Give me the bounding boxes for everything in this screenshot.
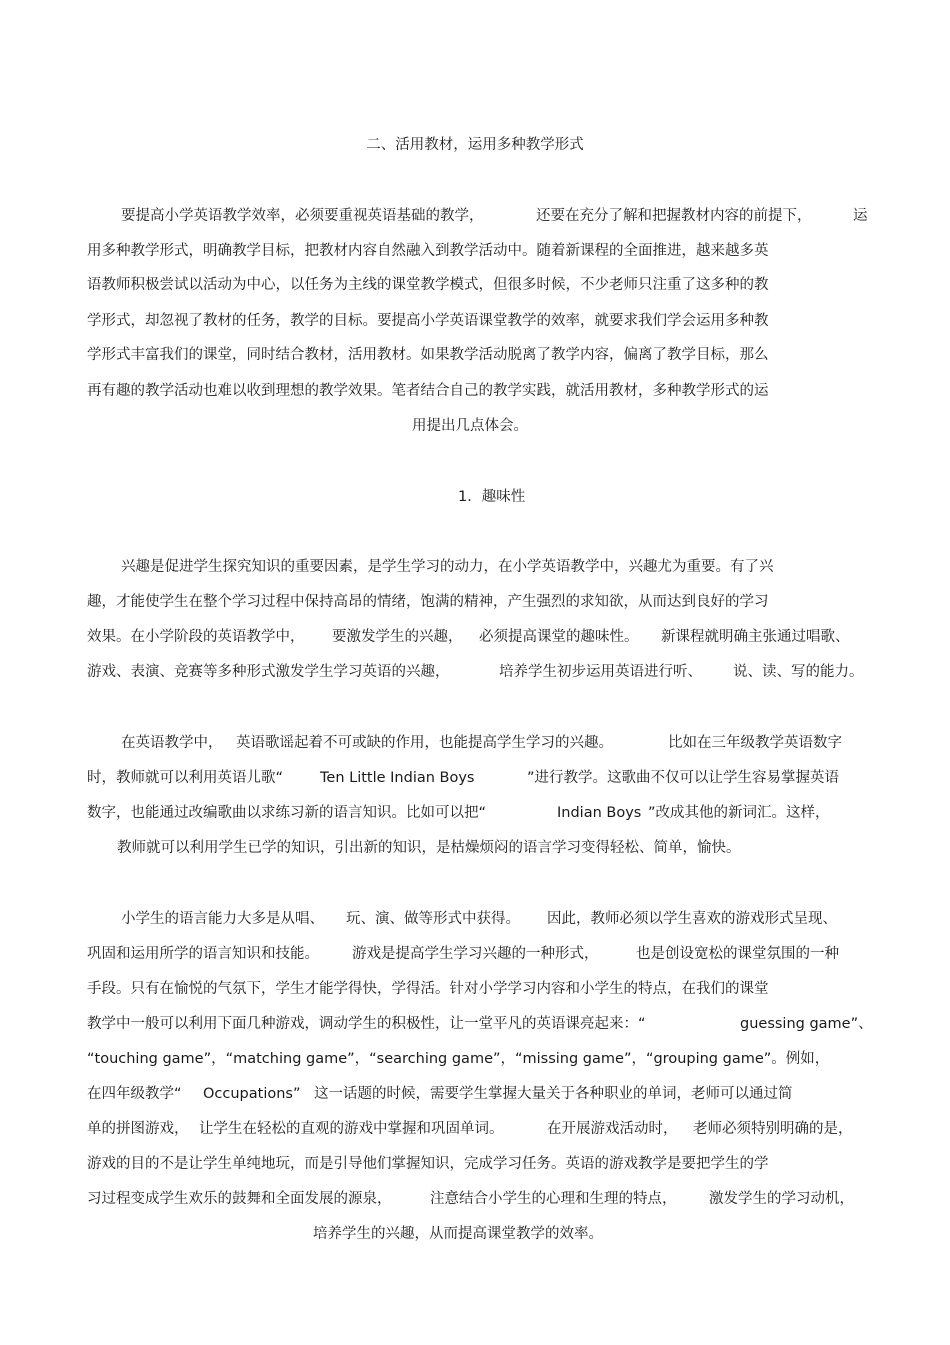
text-line: 玩、演、做等形式中获得。 xyxy=(346,911,520,927)
text-line: Occupations” xyxy=(203,1086,301,1102)
text-line: 要激发学生的兴趣， xyxy=(332,629,463,645)
text-line: 这一话题的时候，需要学生掌握大量关于各种职业的单词，老师可以通过简 xyxy=(314,1086,793,1102)
text-line: 在四年级教学“ xyxy=(87,1086,182,1102)
text-line: 手段。只有在愉悦的气氛下，学生才能学得快，学得活。针对小学学习内容和小学生的特点，在我们的课堂 xyxy=(87,981,769,997)
text-line: 说、读、写的能力。 xyxy=(733,664,864,680)
text-line: 数字，也能通过改编歌曲以求练习新的语言知识。比如可以把“ xyxy=(87,805,487,821)
text-line: 教师就可以利用学生已学的知识，引出新的知识，是枯燥烦闷的语言学习变得轻松、简单，愉快。 xyxy=(117,840,741,856)
text-line: 在开展游戏活动时， xyxy=(547,1121,678,1137)
text-line: 必须提高课堂的趣味性。 xyxy=(479,629,639,645)
text-line: 教学中一般可以利用下面几种游戏，调动学生的积极性，让一堂平凡的英语课亮起来：“ xyxy=(87,1016,646,1032)
text-line: 游戏、表演、竞赛等多种形式激发学生学习英语的兴趣， xyxy=(87,664,450,680)
text-line: 让学生在轻松的直观的游戏中掌握和巩固单词。 xyxy=(199,1121,504,1137)
text-line: 语教师积极尝试以活动为中心，以任务为主线的课堂教学模式，但很多时候，不少老师只注重了这多种的教 xyxy=(87,277,769,293)
text-line: 游戏是提高学生学习兴趣的一种形式， xyxy=(352,946,599,962)
text-line: 习过程变成学生欢乐的鼓舞和全面发展的源泉， xyxy=(87,1191,392,1207)
text-line: guessing game”、 xyxy=(740,1016,873,1032)
text-line: 激发学生的学习动机， xyxy=(709,1191,854,1207)
text-line: 培养学生的兴趣，从而提高课堂教学的效率。 xyxy=(313,1226,603,1242)
text-line: 兴趣是促进学生探究知识的重要因素，是学生学习的动力，在小学英语教学中，兴趣尤为重要。有了兴 xyxy=(121,559,774,575)
text-line: Indian Boys xyxy=(557,805,642,821)
text-line: 单的拼图游戏， xyxy=(87,1121,189,1137)
text-line: 用提出几点体会。 xyxy=(412,418,528,434)
text-line: 效果。在小学阶段的英语教学中， xyxy=(87,629,305,645)
text-line: 培养学生初步运用英语进行听、 xyxy=(499,664,702,680)
text-line: 学形式，却忽视了教材的任务，教学的目标。要提高小学英语课堂教学的效率，就要求我们学会运用多种教 xyxy=(87,313,769,329)
text-line: 小学生的语言能力大多是从唱、 xyxy=(121,911,324,927)
text-line: 老师必须特别明确的是， xyxy=(693,1121,853,1137)
text-line: 英语歌谣起着不可或缺的作用，也能提高学生学习的兴趣。 xyxy=(236,735,613,751)
text-line: 还要在充分了解和把握教材内容的前提下， xyxy=(536,208,812,224)
text-line: 学形式丰富我们的课堂，同时结合教材，活用教材。如果教学活动脱离了教学内容，偏离了教学目标，那么 xyxy=(87,347,769,363)
text-line: “touching game”，“matching game”，“searching game”，“missing game”，“grouping game”。例如， xyxy=(87,1051,830,1067)
text-line: 时，教师就可以利用英语儿歌“ xyxy=(87,770,284,786)
section-title: 二、活用教材，运用多种教学形式 xyxy=(366,137,584,153)
text-line: 运 xyxy=(853,208,868,224)
text-line: 比如在三年级教学英语数字 xyxy=(668,735,842,751)
text-line: ”改成其他的新词汇。这样， xyxy=(648,805,830,821)
subsection-title: 1．趣味性 xyxy=(458,489,526,505)
text-line: 因此，教师必须以学生喜欢的游戏形式呈现、 xyxy=(547,911,837,927)
text-line: 要提高小学英语教学效率，必须要重视英语基础的教学， xyxy=(121,208,484,224)
text-line: 新课程就明确主张通过唱歌、 xyxy=(661,629,850,645)
text-line: 用多种教学形式，明确教学目标，把教材内容自然融入到教学活动中。随着新课程的全面推进，越来越多英 xyxy=(87,243,769,259)
text-line: ”进行教学。这歌曲不仅可以让学生容易掌握英语 xyxy=(527,770,840,786)
text-line: 巩固和运用所学的语言知识和技能。 xyxy=(87,946,319,962)
text-line: 在英语教学中， xyxy=(121,735,223,751)
text-line: Ten Little Indian Boys xyxy=(320,770,475,786)
text-line: 也是创设宽松的课堂氛围的一种 xyxy=(636,946,839,962)
text-line: 趣，才能使学生在整个学习过程中保持高昂的情绪，饱满的精神，产生强烈的求知欲，从而达到良好的学习 xyxy=(87,594,769,610)
text-line: 注意结合小学生的心理和生理的特点， xyxy=(430,1191,677,1207)
text-line: 再有趣的教学活动也难以收到理想的教学效果。笔者结合自己的教学实践，就活用教材，多种教学形式的运 xyxy=(87,383,769,399)
text-line: 游戏的目的不是让学生单纯地玩，而是引导他们掌握知识，完成学习任务。英语的游戏教学是要把学生的学 xyxy=(87,1156,769,1172)
